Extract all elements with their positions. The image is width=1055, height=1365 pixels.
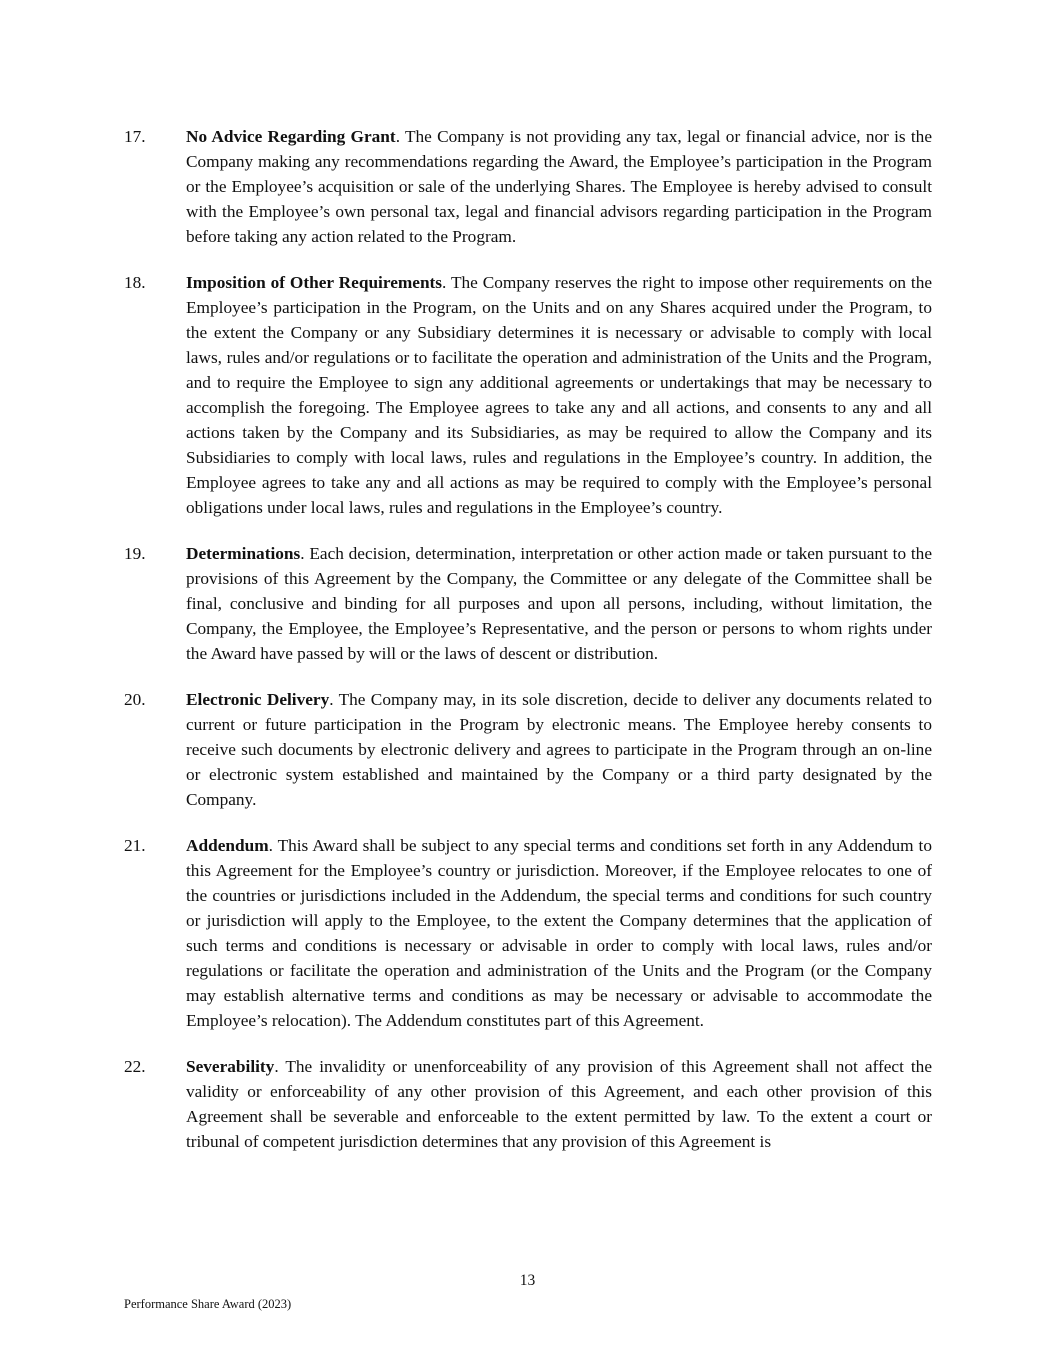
section-heading: No Advice Regarding Grant bbox=[186, 127, 396, 146]
section-heading: Determinations bbox=[186, 544, 301, 563]
section-20 bbox=[124, 687, 932, 812]
section-paragraph bbox=[186, 1054, 932, 1154]
section-heading: Severability bbox=[186, 1057, 275, 1076]
section-heading: Addendum bbox=[186, 836, 269, 855]
section-body: . The Company reserves the right to impose other requirements on the Employee’s participation in the Program, on the Units and on any Shares acquired under the Program, to the extent the Company or any Subsidiary determines it is necessary or advisable to comply with local laws, rules and/or regulations or to facilitate the operation and administration of the Units and the Program, and to require the Employee to sign any additional agreements or undertakings that may be necessary to accomplish the foregoing. The Employee agrees to take any and all actions, and consents to any and all actions taken by the Company and its Subsidiaries, as may be required to allow the Company and its Subsidiaries to comply with local laws, rules and regulations in the Employee’s country. In addition, the Employee agrees to take any and all actions as may be required to comply with the Employee’s personal obligations under local laws, rules and regulations in the Employee’s country. bbox=[186, 273, 933, 517]
section-heading: Electronic Delivery bbox=[186, 690, 330, 709]
section-number: 18. bbox=[124, 273, 146, 292]
section-paragraph bbox=[186, 270, 932, 520]
section-paragraph bbox=[186, 124, 932, 249]
page-number: 13 bbox=[519, 1272, 536, 1289]
section-paragraph bbox=[186, 833, 932, 1033]
section-number: 21. bbox=[124, 836, 146, 855]
section-body: . The Company may, in its sole discretion, decide to deliver any documents related to current or future participation in the Program by electronic means. The Employee hereby consents to receive such documents by electronic delivery and agrees to participate in the Program through an on-line or electronic system established and maintained by the Company or a third party designated by the Company. bbox=[186, 690, 932, 809]
section-list bbox=[124, 124, 932, 1175]
section-17 bbox=[124, 124, 932, 249]
section-18 bbox=[124, 270, 932, 520]
section-number: 22. bbox=[124, 1057, 146, 1076]
section-19 bbox=[124, 541, 932, 666]
section-heading: Imposition of Other Requirements bbox=[186, 273, 443, 292]
footer-label: Performance Share Award (2023) bbox=[124, 1297, 292, 1311]
section-body: . Each decision, determination, interpretation or other action made or taken pursuant to the provisions of this Agreement by the Company, the Committee or any delegate of the Committee shall be final, conclusive and binding for all purposes and upon all persons, including, without limitation, the Company, the Employee, the Employee’s Representative, and the person or persons to whom rights under the Award have passed by will or the laws of descent or distribution. bbox=[186, 544, 932, 663]
section-body: . The invalidity or unenforceability of any provision of this Agreement shall not affect the validity or enforceability of any other provision of this Agreement, and each other provision of this Agreement shall be severable and enforceable to the extent permitted by law. To the extent a court or tribunal of competent jurisdiction determines that any provision of this Agreement is bbox=[186, 1057, 932, 1151]
section-21 bbox=[124, 833, 932, 1033]
section-number: 17. bbox=[124, 127, 146, 146]
section-number: 20. bbox=[124, 690, 146, 709]
section-paragraph bbox=[186, 541, 932, 666]
section-number: 19. bbox=[124, 544, 146, 563]
section-paragraph bbox=[186, 687, 932, 812]
section-22 bbox=[124, 1054, 932, 1154]
section-body: . The Company is not providing any tax, legal or financial advice, nor is the Company making any recommendations regarding the Award, the Employee’s participation in the Program or the Employee’s acquisition or sale of the underlying Shares. The Employee is hereby advised to consult with the Employee’s own personal tax, legal and financial advisors regarding participation in the Program before taking any action related to the Program. bbox=[186, 127, 932, 246]
section-body: . This Award shall be subject to any special terms and conditions set forth in any Addendum to this Agreement for the Employee’s country or jurisdiction. Moreover, if the Employee relocates to one of the countries or jurisdictions included in the Addendum, the special terms and conditions for such country or jurisdiction will apply to the Employee, to the extent the Company determines that the application of such terms and conditions is necessary or advisable in order to comply with local laws, rules and/or regulations or facilitate the operation and administration of the Units and the Program (or the Company may establish alternative terms and conditions as may be necessary or advisable to accommodate the Employee’s relocation). The Addendum constitutes part of this Agreement. bbox=[186, 836, 932, 1030]
